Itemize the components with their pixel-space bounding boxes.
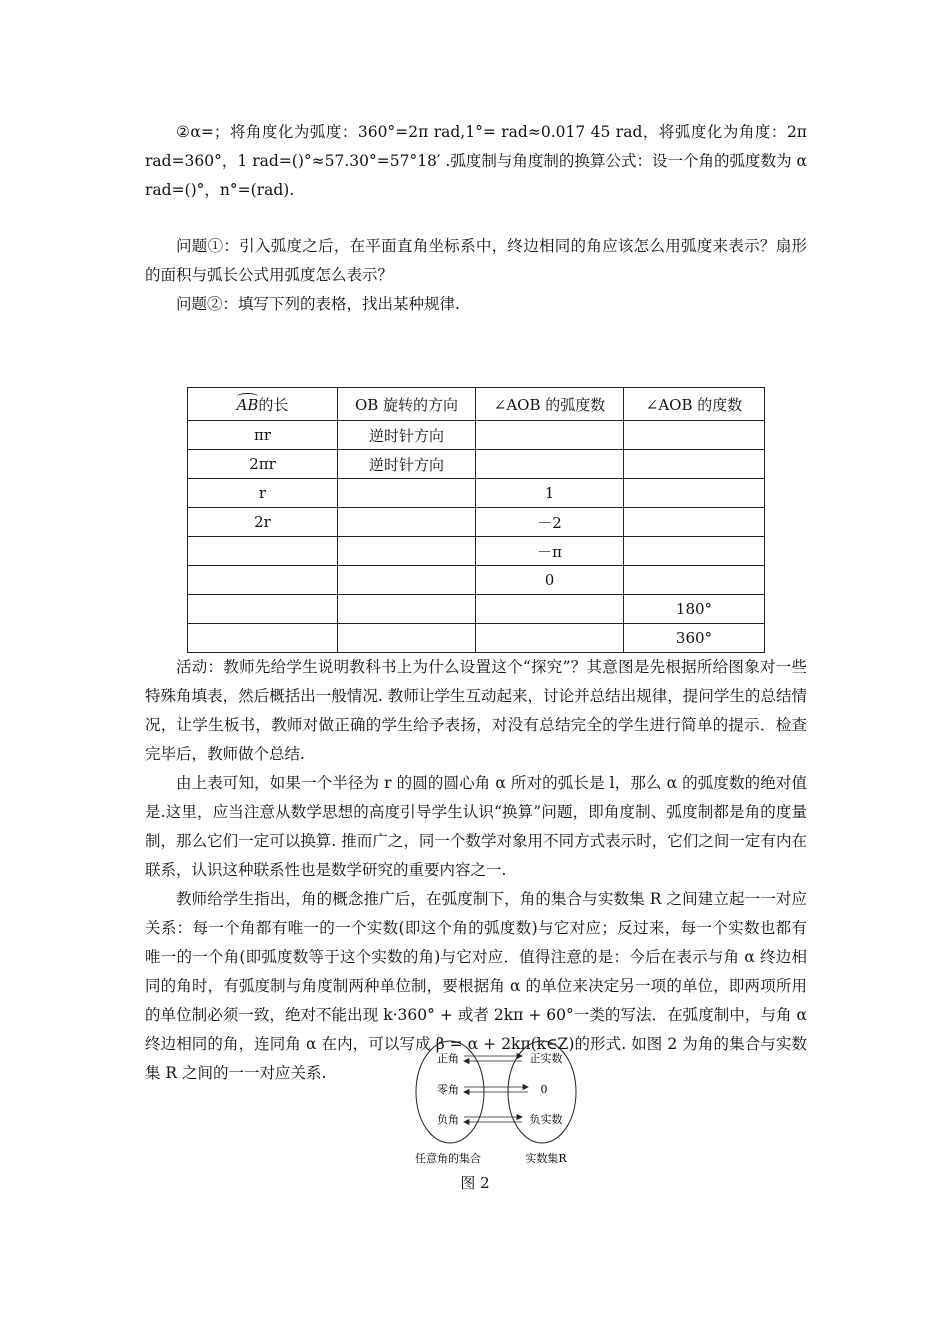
correspondence-diagram xyxy=(408,1040,588,1190)
table-cell: πr xyxy=(188,421,338,450)
table-cell xyxy=(624,450,765,479)
table-row xyxy=(188,566,765,595)
arc-ab-symbol: AB xyxy=(236,395,259,414)
table-cell xyxy=(338,566,476,595)
header-radian: ∠AOB 的弧度数 xyxy=(476,388,624,421)
table-cell: 0 xyxy=(476,566,624,595)
table-header-row xyxy=(188,388,765,421)
table-cell xyxy=(476,624,624,653)
header-degree: ∠AOB 的度数 xyxy=(624,388,765,421)
table-cell: 360° xyxy=(624,624,765,653)
table-row xyxy=(188,595,765,624)
negative-real-label: 负实数 xyxy=(529,1113,563,1126)
table-cell xyxy=(624,537,765,566)
paragraph-activity: 活动：教师先给学生说明教科书上为什么设置这个“探究”？其意图是先根据所给图象对一些特殊角填表，然后概括出一般情况. 教师让学生互动起来，讨论并总结出规律，提问学生的总结情况，让学生板书，教师对做正确的学生给予表扬，对没有总结完全的学生进行简单的提示．检查完毕后，教师做个总结. xyxy=(145,658,807,763)
table-cell: 1 xyxy=(476,479,624,508)
table-cell xyxy=(476,421,624,450)
zero-angle-label: 零角 xyxy=(437,1083,459,1096)
paragraph-table-conclusion: 由上表可知，如果一个半径为 r 的圆的圆心角 α 所对的弧长是 l，那么 α 的弧度数的绝对值是.这里，应当注意从数学思想的高度引导学生认识“换算”问题，即角度制、弧度制都是角的度量制，那么它们一定可以换算. 推而广之，同一个数学对象用不同方式表示时，它们之间一定有内在联系，认识这种联系性也是数学研究的重要内容之一. xyxy=(145,774,807,879)
table-cell xyxy=(338,537,476,566)
table-cell xyxy=(624,421,765,450)
table-cell xyxy=(624,566,765,595)
figure-caption: 图 2 xyxy=(460,1174,490,1192)
document-body xyxy=(145,118,807,1088)
table-cell xyxy=(338,624,476,653)
table-row xyxy=(188,537,765,566)
question-2: 问题②：填写下列的表格，找出某种规律. xyxy=(176,295,460,313)
header-direction: OB 旋转的方向 xyxy=(338,388,476,421)
table-cell: 2r xyxy=(188,508,338,537)
table-cell xyxy=(188,537,338,566)
table-cell xyxy=(624,508,765,537)
table-cell xyxy=(188,566,338,595)
table-cell: 2πr xyxy=(188,450,338,479)
positive-angle-label: 正角 xyxy=(437,1052,459,1065)
table-cell: －π xyxy=(476,537,624,566)
table-row xyxy=(188,624,765,653)
header-arc-length: AB的长 xyxy=(188,388,338,421)
angle-set-caption: 任意角的集合 xyxy=(415,1152,481,1165)
table-row xyxy=(188,421,765,450)
table-cell: 逆时针方向 xyxy=(338,421,476,450)
table-row xyxy=(188,450,765,479)
paragraph-conversion: ②α=；将角度化为弧度：360°=2π rad,1°= rad≈0.017 45 rad，将弧度化为角度：2π rad=360°，1 rad=()°≈57.30°=57°18′ .弧度制与角度制的换算公式：设一个角的弧度数为 α rad=()°，n°=(rad). xyxy=(145,123,807,199)
negative-angle-label: 负角 xyxy=(437,1113,459,1126)
correspondence-arrows xyxy=(464,1054,528,1125)
table-cell xyxy=(338,479,476,508)
radian-table xyxy=(187,387,765,653)
real-set-caption: 实数集R xyxy=(525,1152,567,1165)
table-cell xyxy=(338,508,476,537)
table-cell: 逆时针方向 xyxy=(338,450,476,479)
zero-real-label: 0 xyxy=(540,1083,548,1096)
table-cell: 180° xyxy=(624,595,765,624)
paragraph-teacher: 教师给学生指出，角的概念推广后，在弧度制下，角的集合与实数集 R 之间建立起一一对应关系：每一个角都有唯一的一个实数(即这个角的弧度数)与它对应；反过来，每一个实数也都有唯一的一个角(即弧度数等于这个实数的角)与它对应．值得注意的是：今后在表示与角 α 终边相同的角时，有弧度制与角度制两种单位制，要根据角 α 的单位来决定另一项的单位，即两项所用的单位制必须一致，绝对不能出现 k·360° + 或者 2kπ + 60°一类的写法．在弧度制中，与角 α 终边相同的角，连同角 α 在内，可以写成 β = α + 2kπ(k∈Z)的形式. 如图 2 为角的集合与实数集 R 之间的一一对应关系. xyxy=(145,890,807,1082)
table-cell xyxy=(624,479,765,508)
table-cell: －2 xyxy=(476,508,624,537)
table-cell xyxy=(476,595,624,624)
table-row xyxy=(188,508,765,537)
table-row xyxy=(188,479,765,508)
table-cell xyxy=(476,450,624,479)
table-cell xyxy=(188,595,338,624)
table-cell xyxy=(338,595,476,624)
table-cell xyxy=(188,624,338,653)
positive-real-label: 正实数 xyxy=(529,1052,563,1065)
question-1: 问题①：引入弧度之后，在平面直角坐标系中，终边相同的角应该怎么用弧度来表示？扇形的面积与弧长公式用弧度怎么表示？ xyxy=(145,237,807,284)
table-cell: r xyxy=(188,479,338,508)
